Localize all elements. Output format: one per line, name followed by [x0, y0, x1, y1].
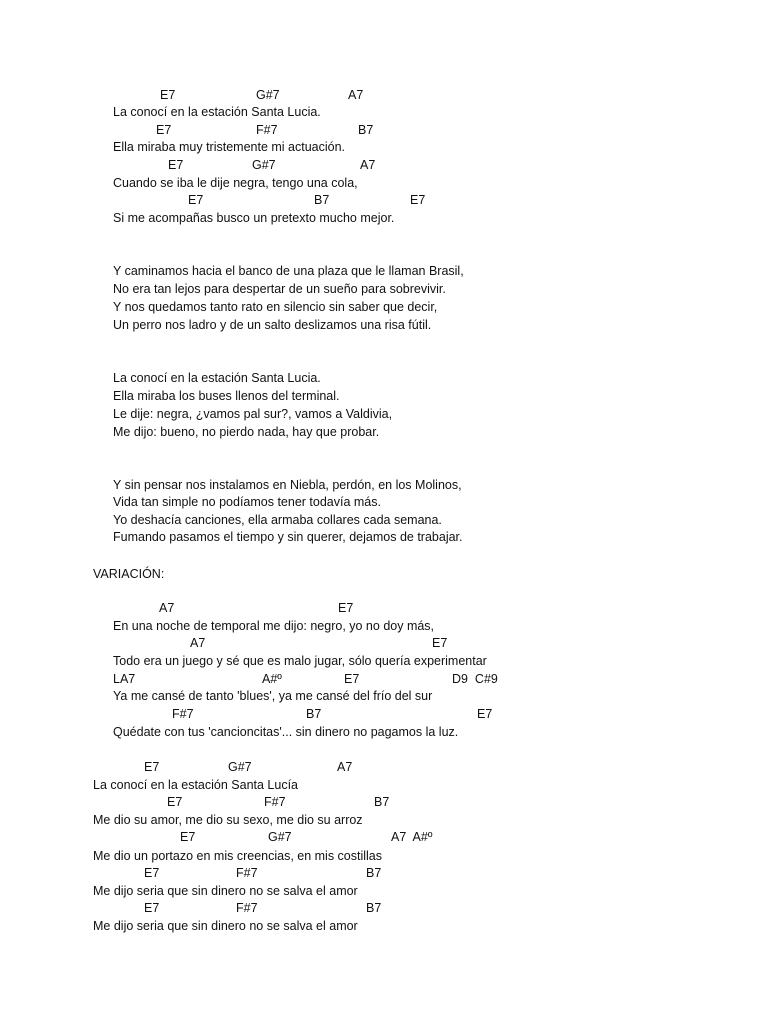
chord: E7 [144, 760, 160, 774]
chord: E7 [410, 193, 426, 207]
chord: E7 [344, 672, 360, 686]
chord: A7 [159, 601, 175, 615]
chord: G#7 [268, 830, 292, 844]
chord: A7 [337, 760, 353, 774]
lyric-line: La conocí en la estación Santa Lucia. [113, 105, 321, 119]
chord: A#º [262, 672, 282, 686]
chord: G#7 [252, 158, 276, 172]
lyric-line: Ya me cansé de tanto 'blues', ya me cansé del frío del sur [113, 689, 433, 703]
chord: B7 [374, 795, 390, 809]
lyric-line: Fumando pasamos el tiempo y sin querer, dejamos de trabajar. [113, 530, 463, 544]
chord: E7 [167, 795, 183, 809]
chord: E7 [156, 123, 172, 137]
lyric-line: En una noche de temporal me dijo: negro, yo no doy más, [113, 619, 435, 633]
chord: F#7 [256, 123, 278, 137]
lyric-line: La conocí en la estación Santa Lucía [93, 778, 299, 792]
chord: G#7 [228, 760, 252, 774]
lyric-line: Me dijo seria que sin dinero no se salva el amor [93, 919, 358, 933]
lyric-line: Todo era un juego y sé que es malo jugar, sólo quería experimentar [113, 654, 487, 668]
chord: E7 [144, 866, 160, 880]
lyric-line: Me dio su amor, me dio su sexo, me dio su arroz [93, 813, 363, 827]
section-heading: VARIACIÓN: [93, 567, 165, 581]
chord: F#7 [236, 866, 258, 880]
chord: A7 [360, 158, 376, 172]
chord: E7 [477, 707, 493, 721]
lyric-line: Y sin pensar nos instalamos en Niebla, perdón, en los Molinos, [113, 478, 462, 492]
chord: F#7 [172, 707, 194, 721]
lyric-line: Le dije: negra, ¿vamos pal sur?, vamos a Valdivia, [113, 407, 393, 421]
lyric-line: Vida tan simple no podíamos tener todavía más. [113, 495, 381, 509]
chord: E7 [180, 830, 196, 844]
lyric-line: Me dijo seria que sin dinero no se salva el amor [93, 884, 358, 898]
lyric-line: Ella miraba los buses llenos del terminal. [113, 389, 340, 403]
chord: A7 A#º [391, 830, 433, 844]
lyric-line: Quédate con tus 'cancioncitas'... sin dinero no pagamos la luz. [113, 725, 459, 739]
chord: E7 [338, 601, 354, 615]
chord: A7 [190, 636, 206, 650]
chord: F#7 [236, 901, 258, 915]
chord: B7 [306, 707, 322, 721]
chord: D9 C#9 [452, 672, 498, 686]
lyric-line: Me dijo: bueno, no pierdo nada, hay que probar. [113, 425, 380, 439]
chord: B7 [314, 193, 330, 207]
chord: LA7 [113, 672, 136, 686]
lyric-line: Un perro nos ladro y de un salto deslizamos una risa fútil. [113, 318, 432, 332]
chord: E7 [432, 636, 448, 650]
chord: E7 [144, 901, 160, 915]
lyric-line: Me dio un portazo en mis creencias, en mis costillas [93, 849, 383, 863]
chord: F#7 [264, 795, 286, 809]
lyric-line: Y caminamos hacia el banco de una plaza que le llaman Brasil, [113, 264, 464, 278]
chord: E7 [160, 88, 176, 102]
lyric-line: Y nos quedamos tanto rato en silencio sin saber que decir, [113, 300, 438, 314]
lyric-line: Ella miraba muy tristemente mi actuación. [113, 140, 346, 154]
chord: B7 [358, 123, 374, 137]
chord: E7 [188, 193, 204, 207]
lyric-line: Si me acompañas busco un pretexto mucho mejor. [113, 211, 395, 225]
lyric-line: Cuando se iba le dije negra, tengo una cola, [113, 176, 358, 190]
lyric-line: Yo deshacía canciones, ella armaba collares cada semana. [113, 513, 442, 527]
chord: B7 [366, 901, 382, 915]
chord: G#7 [256, 88, 280, 102]
chord: A7 [348, 88, 364, 102]
lyric-line: La conocí en la estación Santa Lucia. [113, 371, 321, 385]
lyric-line: No era tan lejos para despertar de un sueño para sobrevivir. [113, 282, 446, 296]
chord: E7 [168, 158, 184, 172]
chord: B7 [366, 866, 382, 880]
